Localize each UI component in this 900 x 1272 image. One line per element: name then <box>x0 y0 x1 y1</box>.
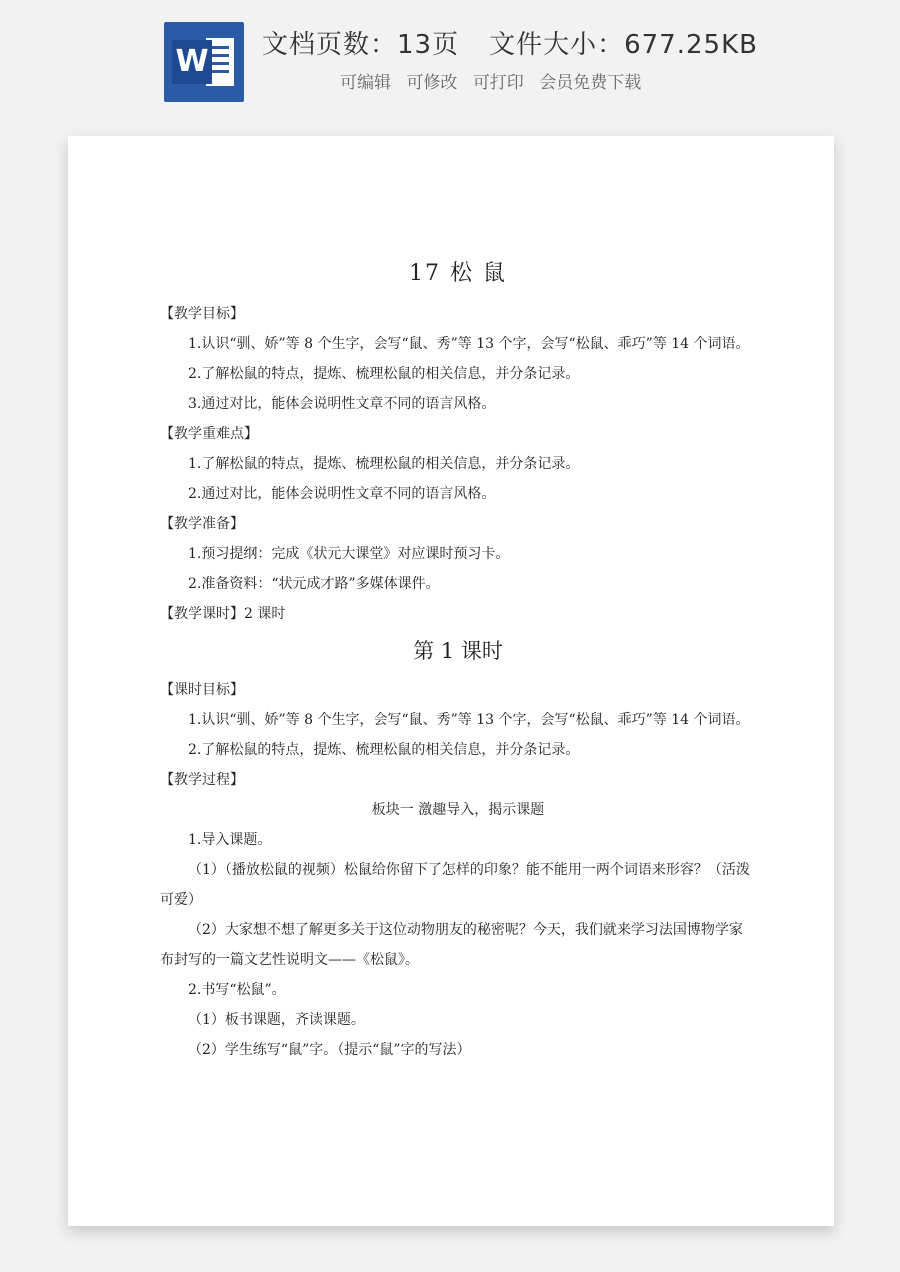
feature-modifiable: 可修改 <box>406 73 458 93</box>
paragraph: （2）大家想不想了解更多关于这位动物朋友的秘密呢？今天，我们就来学习法国博物学家布封写的一篇文艺性说明文——《松鼠》。 <box>160 922 743 968</box>
section-heading: 【教学课时】2 课时 <box>160 606 286 622</box>
download-header <box>0 0 900 130</box>
paragraph: 1.认识“驯、娇”等 8 个生字，会写“鼠、秀”等 13 个字，会写“松鼠、乖巧”等 14 个词语。 <box>188 712 750 728</box>
paragraph: 3.通过对比，能体会说明性文章不同的语言风格。 <box>188 396 496 412</box>
section-heading: 【课时目标】 <box>160 682 244 698</box>
paragraph: 1.预习提纲：完成《状元大课堂》对应课时预习卡。 <box>188 546 510 562</box>
paragraph: 2.了解松鼠的特点，提炼、梳理松鼠的相关信息，并分条记录。 <box>188 366 580 382</box>
block-heading: 板块一 激趣导入，揭示课题 <box>371 802 545 818</box>
paragraph: 2.准备资料：“状元成才路”多媒体课件。 <box>188 576 440 592</box>
word-icon <box>164 22 244 102</box>
file-info <box>262 24 758 61</box>
word-icon-letter: W <box>172 40 212 84</box>
feature-member-free: 会员免费下载 <box>539 73 642 93</box>
feature-printable: 可打印 <box>472 73 524 93</box>
paragraph: 2.书写“松鼠”。 <box>188 982 286 998</box>
section-heading: 【教学过程】 <box>160 772 244 788</box>
paragraph: 2.通过对比，能体会说明性文章不同的语言风格。 <box>188 486 496 502</box>
page-count: 文档页数：13页 <box>262 30 460 60</box>
section-heading: 【教学目标】 <box>160 306 244 322</box>
feature-list <box>340 68 651 93</box>
document-page <box>68 136 834 1226</box>
paragraph: 1.了解松鼠的特点，提炼、梳理松鼠的相关信息，并分条记录。 <box>188 456 580 472</box>
section-heading: 【教学重难点】 <box>160 426 258 442</box>
feature-editable: 可编辑 <box>340 73 391 93</box>
document-content <box>160 256 756 1065</box>
paragraph: 2.了解松鼠的特点，提炼、梳理松鼠的相关信息，并分条记录。 <box>188 742 580 758</box>
paragraph: 1.认识“驯、娇”等 8 个生字，会写“鼠、秀”等 13 个字，会写“松鼠、乖巧”等 14 个词语。 <box>188 336 750 352</box>
paragraph: （1）（播放松鼠的视频）松鼠给你留下了怎样的印象？能不能用一两个词语来形容？（活泼可爱） <box>160 862 750 908</box>
paragraph: （1）板书课题，齐读课题。 <box>188 1012 365 1028</box>
paragraph: 1.导入课题。 <box>188 832 272 848</box>
lesson-title: 第 1 课时 <box>413 639 503 663</box>
file-size: 文件大小：677.25KB <box>489 30 758 60</box>
paragraph: （2）学生练写“鼠”字。（提示“鼠”字的写法） <box>188 1042 471 1058</box>
document-title: 17 松 鼠 <box>409 261 507 286</box>
section-heading: 【教学准备】 <box>160 516 244 532</box>
